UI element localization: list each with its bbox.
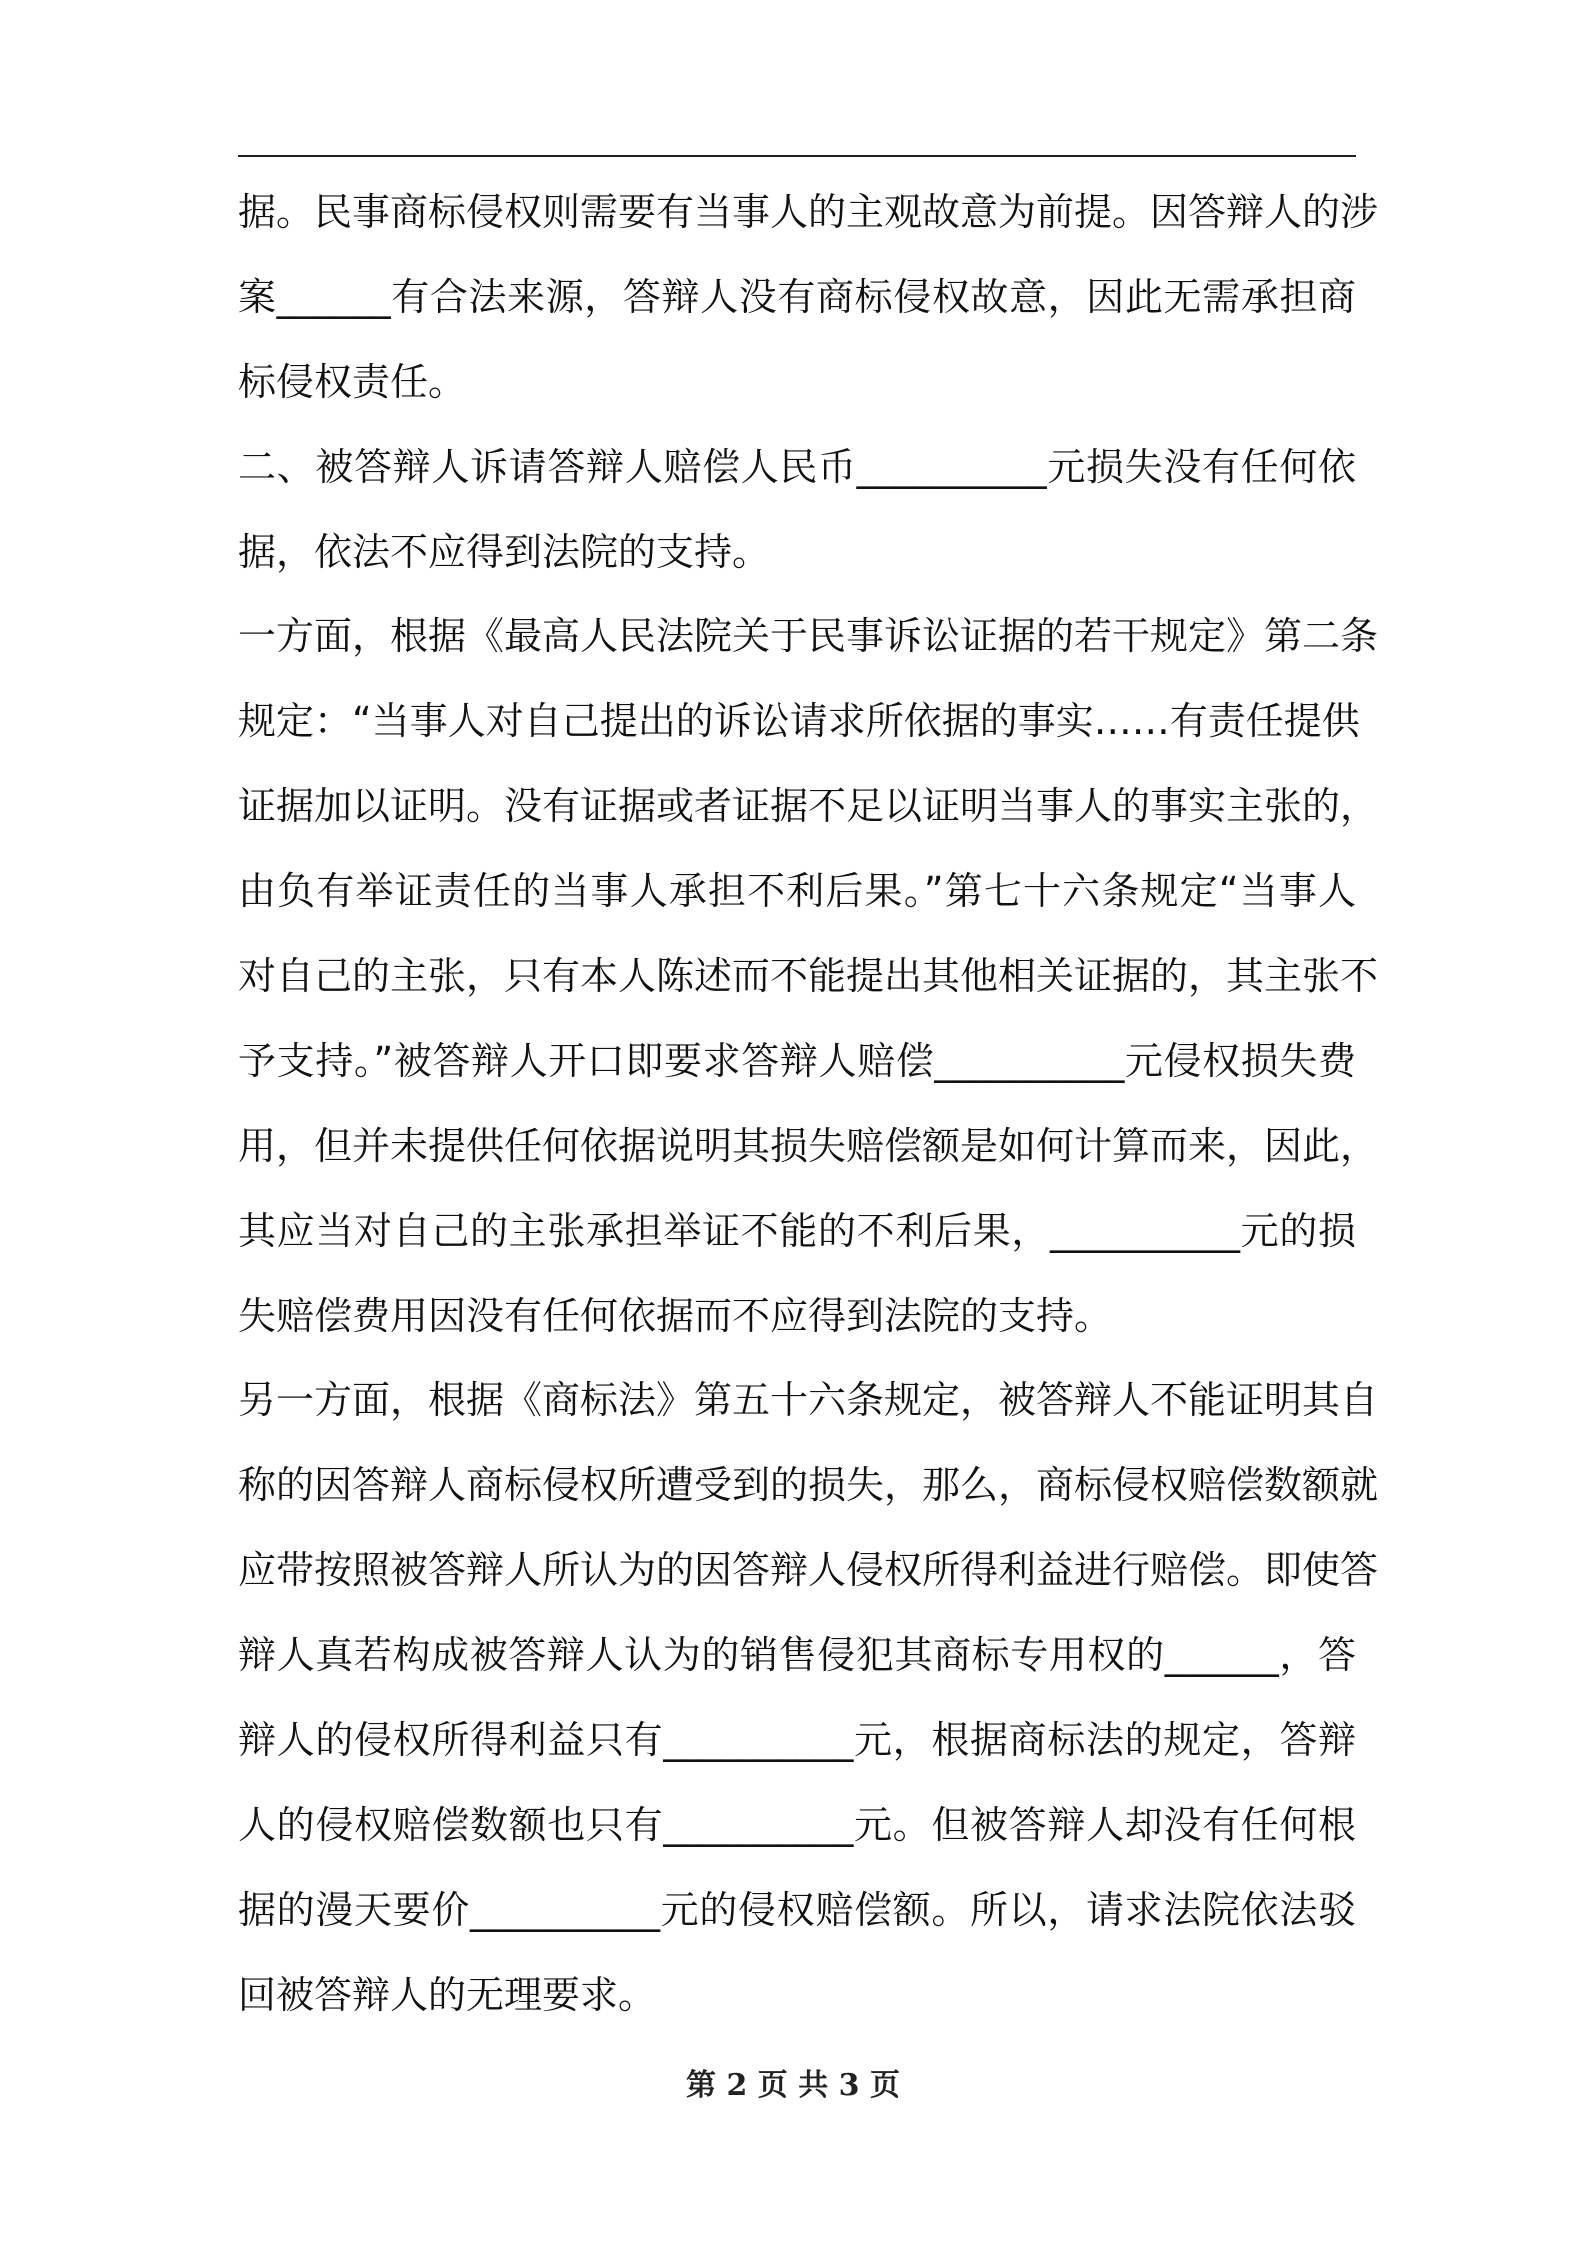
text-line: 一方面，根据《最高人民法院关于民事诉讼证据的若干规定》第二条	[238, 614, 1379, 659]
text-line: 用，但并未提供任何依据说明其损失赔偿额是如何计算而来，因此，	[238, 1123, 1379, 1168]
document-body	[238, 170, 1379, 2038]
text-line: 由负有举证责任的当事人承担不利后果。”第七十六条规定“当事人	[238, 869, 1356, 914]
text-line: 辩人真若构成被答辩人认为的销售侵犯其商标专用权的______，答	[238, 1633, 1356, 1678]
text-line: 人的侵权赔偿数额也只有__________元。但被答辩人却没有任何根	[238, 1802, 1356, 1847]
header-rule	[238, 155, 1356, 157]
text-line: 据的漫天要价__________元的侵权赔偿额。所以，请求法院依法驳	[238, 1887, 1356, 1932]
text-line: 对自己的主张，只有本人陈述而不能提出其他相关证据的，其主张不	[238, 954, 1379, 999]
text-line: 案______有合法来源，答辩人没有商标侵权故意，因此无需承担商	[238, 274, 1356, 319]
text-line: 据。民事商标侵权则需要有当事人的主观故意为前提。因答辩人的涉	[238, 190, 1379, 234]
text-line: 规定：“当事人对自己提出的诉讼请求所依据的事实……有责任提供	[238, 699, 1360, 744]
text-line: 称的因答辩人商标侵权所遭受到的损失，那么，商标侵权赔偿数额就	[238, 1463, 1379, 1508]
text-line: 其应当对自己的主张承担举证不能的不利后果，__________元的损	[238, 1208, 1356, 1253]
text-line: 二、被答辩人诉请答辩人赔偿人民币__________元损失没有任何依	[238, 444, 1356, 489]
text-line: 另一方面，根据《商标法》第五十六条规定，被答辩人不能证明其自	[238, 1378, 1379, 1423]
text-line: 失赔偿费用因没有任何依据而不应得到法院的支持。	[238, 1293, 1113, 1338]
text-line: 据，依法不应得到法院的支持。	[238, 529, 771, 574]
text-line: 辩人的侵权所得利益只有__________元，根据商标法的规定，答辩	[238, 1718, 1356, 1763]
text-line: 证据加以证明。没有证据或者证据不足以证明当事人的事实主张的，	[238, 784, 1379, 829]
text-line: 标侵权责任。	[238, 359, 467, 404]
text-line: 应带按照被答辩人所认为的因答辩人侵权所得利益进行赔偿。即使答	[238, 1548, 1379, 1593]
text-line: 回被答辩人的无理要求。	[238, 1972, 657, 2017]
page-number: 第 2 页 共 3 页	[686, 2068, 900, 2103]
text-line: 予支持。”被答辩人开口即要求答辩人赔偿__________元侵权损失费	[238, 1038, 1356, 1083]
